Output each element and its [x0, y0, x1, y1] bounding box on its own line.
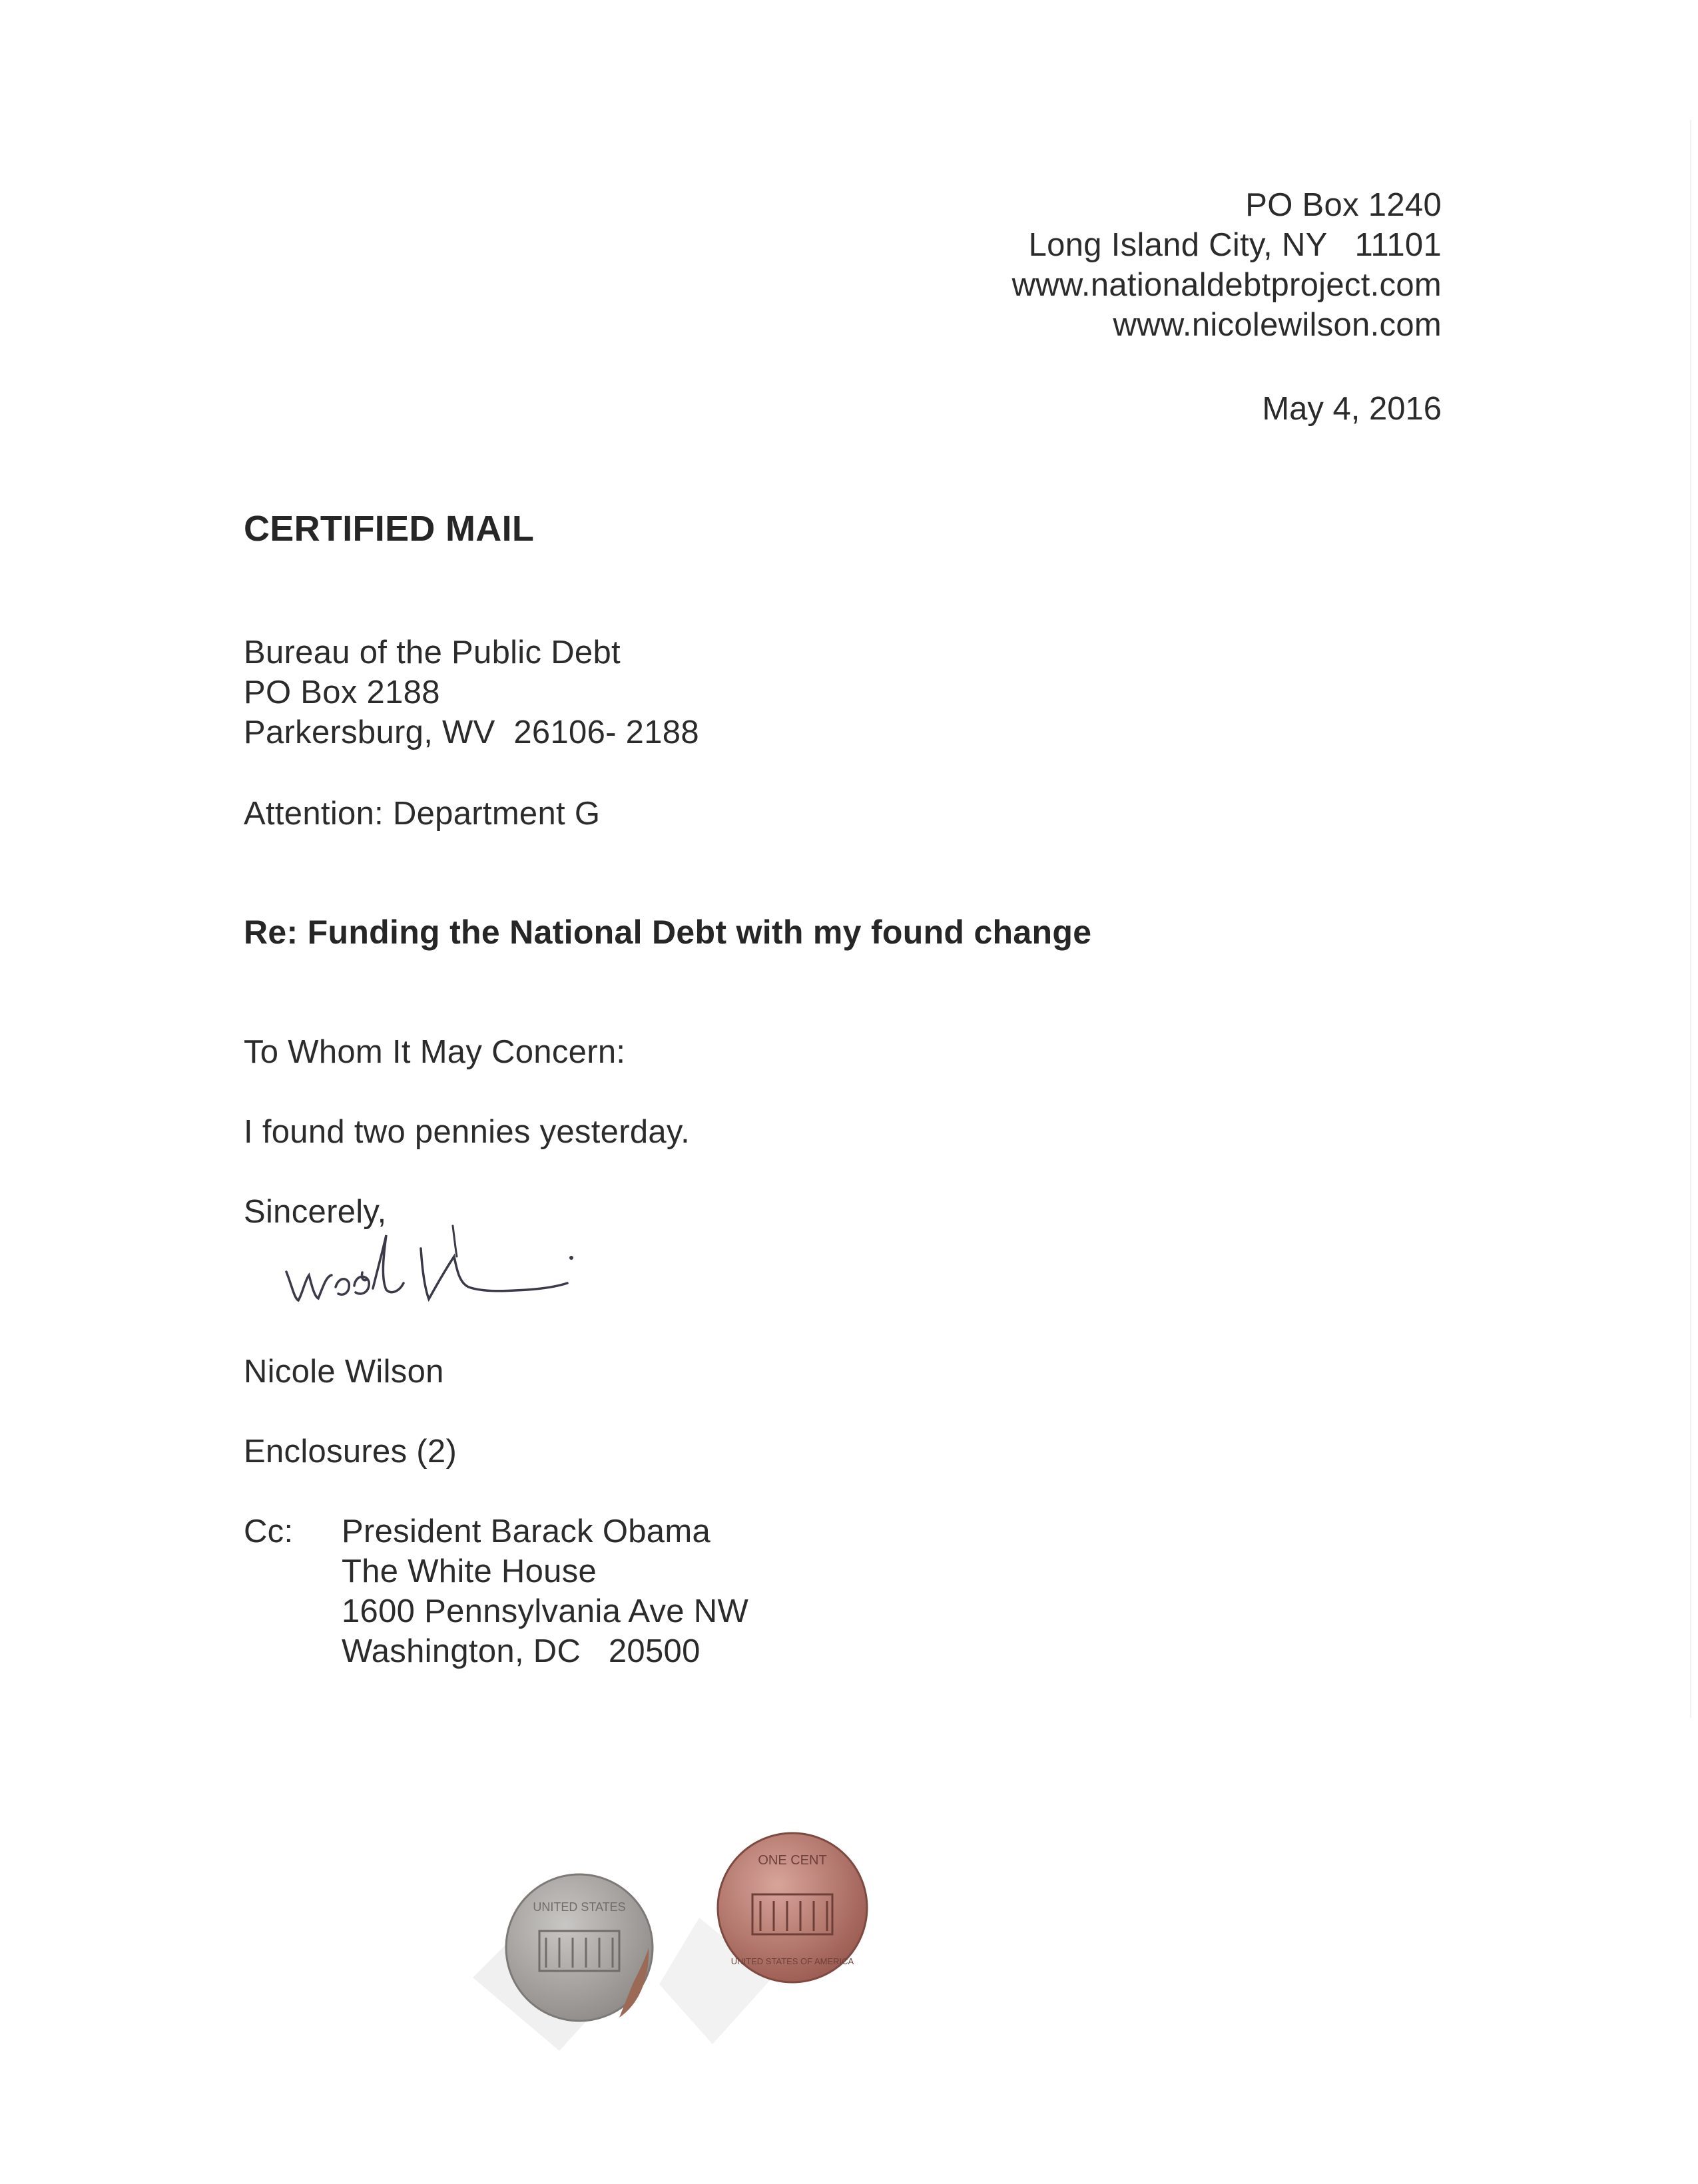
cc-recipient: [342, 1511, 748, 1671]
recipient-line: PO Box 2188: [244, 675, 440, 710]
sender-website: www.nationaldebtproject.com: [1011, 267, 1442, 303]
coin-inscription: ONE CENT: [758, 1853, 827, 1868]
handwritten-signature: [280, 1222, 679, 1322]
sender-address: [1012, 185, 1442, 345]
cc-line: Washington, DC 20500: [342, 1633, 701, 1669]
certified-mail-heading: CERTIFIED MAIL: [244, 509, 535, 549]
coin-inscription: UNITED STATES OF AMERICA: [730, 1956, 854, 1966]
recipient-line: Bureau of the Public Debt: [244, 635, 621, 671]
letter-date: May 4, 2016: [1262, 391, 1442, 427]
sender-line: PO Box 1240: [1245, 187, 1442, 223]
enclosures-line: Enclosures (2): [244, 1434, 457, 1470]
coin-inscription: UNITED STATES: [533, 1900, 626, 1914]
salutation: To Whom It May Concern:: [244, 1034, 626, 1070]
sender-website: www.nicolewilson.com: [1113, 307, 1442, 343]
cc-label: Cc:: [244, 1513, 294, 1549]
cc-line: The White House: [342, 1553, 597, 1589]
closing: Sincerely,: [244, 1194, 387, 1230]
penny-coin: [506, 1874, 653, 2021]
scan-edge: [1690, 120, 1691, 1718]
enclosed-pennies: [459, 1811, 926, 2091]
recipient-address: [244, 633, 699, 752]
signer-name: Nicole Wilson: [244, 1354, 444, 1390]
letter-body: I found two pennies yesterday.: [244, 1114, 690, 1150]
cc-line: 1600 Pennsylvania Ave NW: [342, 1593, 748, 1629]
cc-line: President Barack Obama: [342, 1513, 711, 1549]
recipient-line: Parkersburg, WV 26106- 2188: [244, 714, 699, 750]
penny-coin: [718, 1833, 867, 1982]
subject-line: Re: Funding the National Debt with my found change: [244, 914, 1092, 951]
attention-line: Attention: Department G: [244, 796, 601, 832]
sender-line: Long Island City, NY 11101: [1028, 227, 1442, 263]
